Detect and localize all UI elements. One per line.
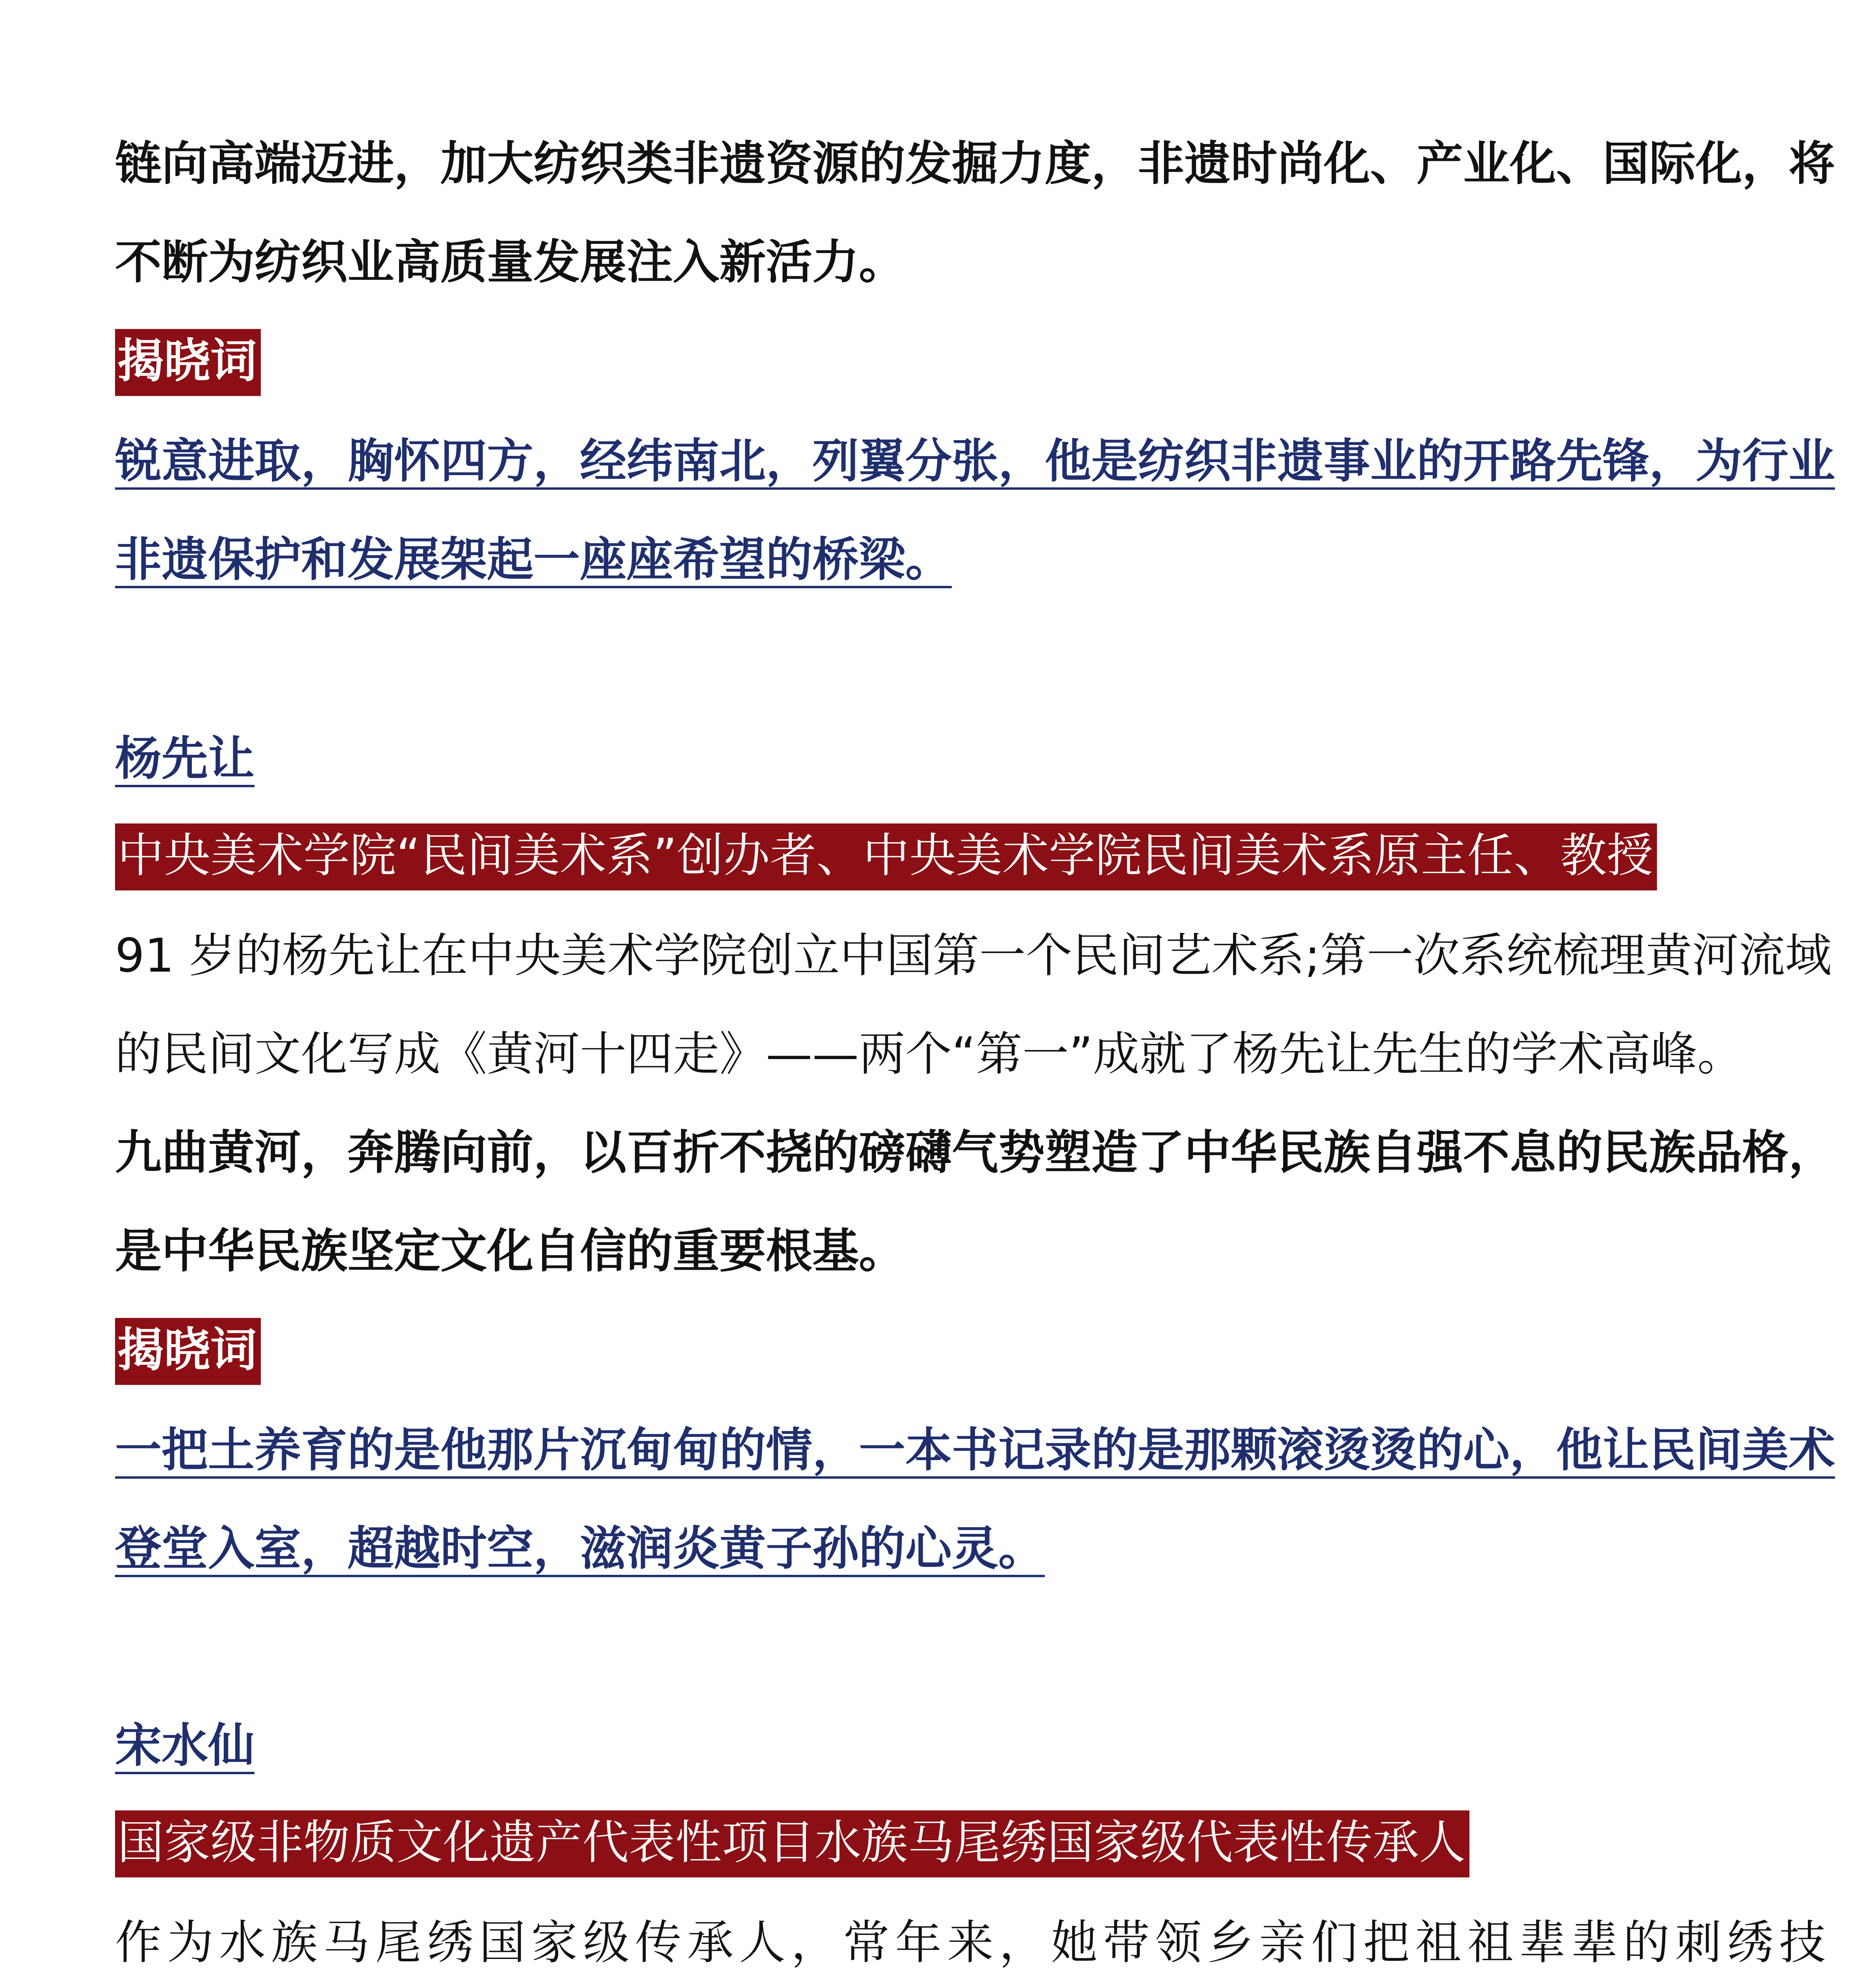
body-line-yang-3: 九曲黄河，奔腾向前，以百折不挠的磅礴气势塑造了中华民族自强不息的民族品格， (115, 1125, 1835, 1180)
reveal-tag-label: 揭晓词 (115, 1318, 261, 1385)
title-box-song: 国家级非物质文化遗产代表性项目水族马尾绣国家级代表性传承人 (115, 1810, 1469, 1877)
person-title-yang (115, 823, 1657, 890)
reveal-tag-1 (115, 329, 261, 396)
reveal-line-2: 非遗保护和发展架起一座座希望的桥梁。 (115, 532, 952, 587)
intro-line-1: 链向高端迈进，加大纺织类非遗资源的发掘力度，非遗时尚化、产业化、国际化，将 (115, 136, 1835, 191)
person-name-yang: 杨先让 (115, 731, 255, 786)
body-line-yang-2: 的民间文化写成《黄河十四走》——两个“第一”成就了杨先让先生的学术高峰。 (115, 1027, 1744, 1081)
reveal-line-yang-2: 登堂入室，超越时空，滋润炎黄子孙的心灵。 (115, 1521, 1045, 1576)
person-name-song: 宋水仙 (115, 1718, 255, 1773)
reveal-line-yang-1: 一把土养育的是他那片沉甸甸的情，一本书记录的是那颗滚烫烫的心，他让民间美术 (115, 1423, 1835, 1477)
title-box-yang: 中央美术学院“民间美术系”创办者、中央美术学院民间美术系原主任、教授 (115, 823, 1657, 890)
body-line-song-1: 作为水族马尾绣国家级传承人，常年来，她带领乡亲们把祖祖辈辈的刺绣技 (115, 1915, 1831, 1970)
body-line-yang-4: 是中华民族坚定文化自信的重要根基。 (115, 1224, 906, 1278)
reveal-tag-label: 揭晓词 (115, 329, 261, 396)
reveal-line-1: 锐意进取，胸怀四方，经纬南北，列翼分张，他是纺织非遗事业的开路先锋，为行业 (115, 434, 1835, 488)
intro-line-2: 不断为纺织业高质量发展注入新活力。 (115, 235, 906, 289)
person-title-song (115, 1810, 1469, 1877)
reveal-tag-2 (115, 1318, 261, 1385)
body-line-yang-1: 91 岁的杨先让在中央美术学院创立中国第一个民间艺术系;第一次系统梳理黄河流域 (115, 928, 1832, 983)
